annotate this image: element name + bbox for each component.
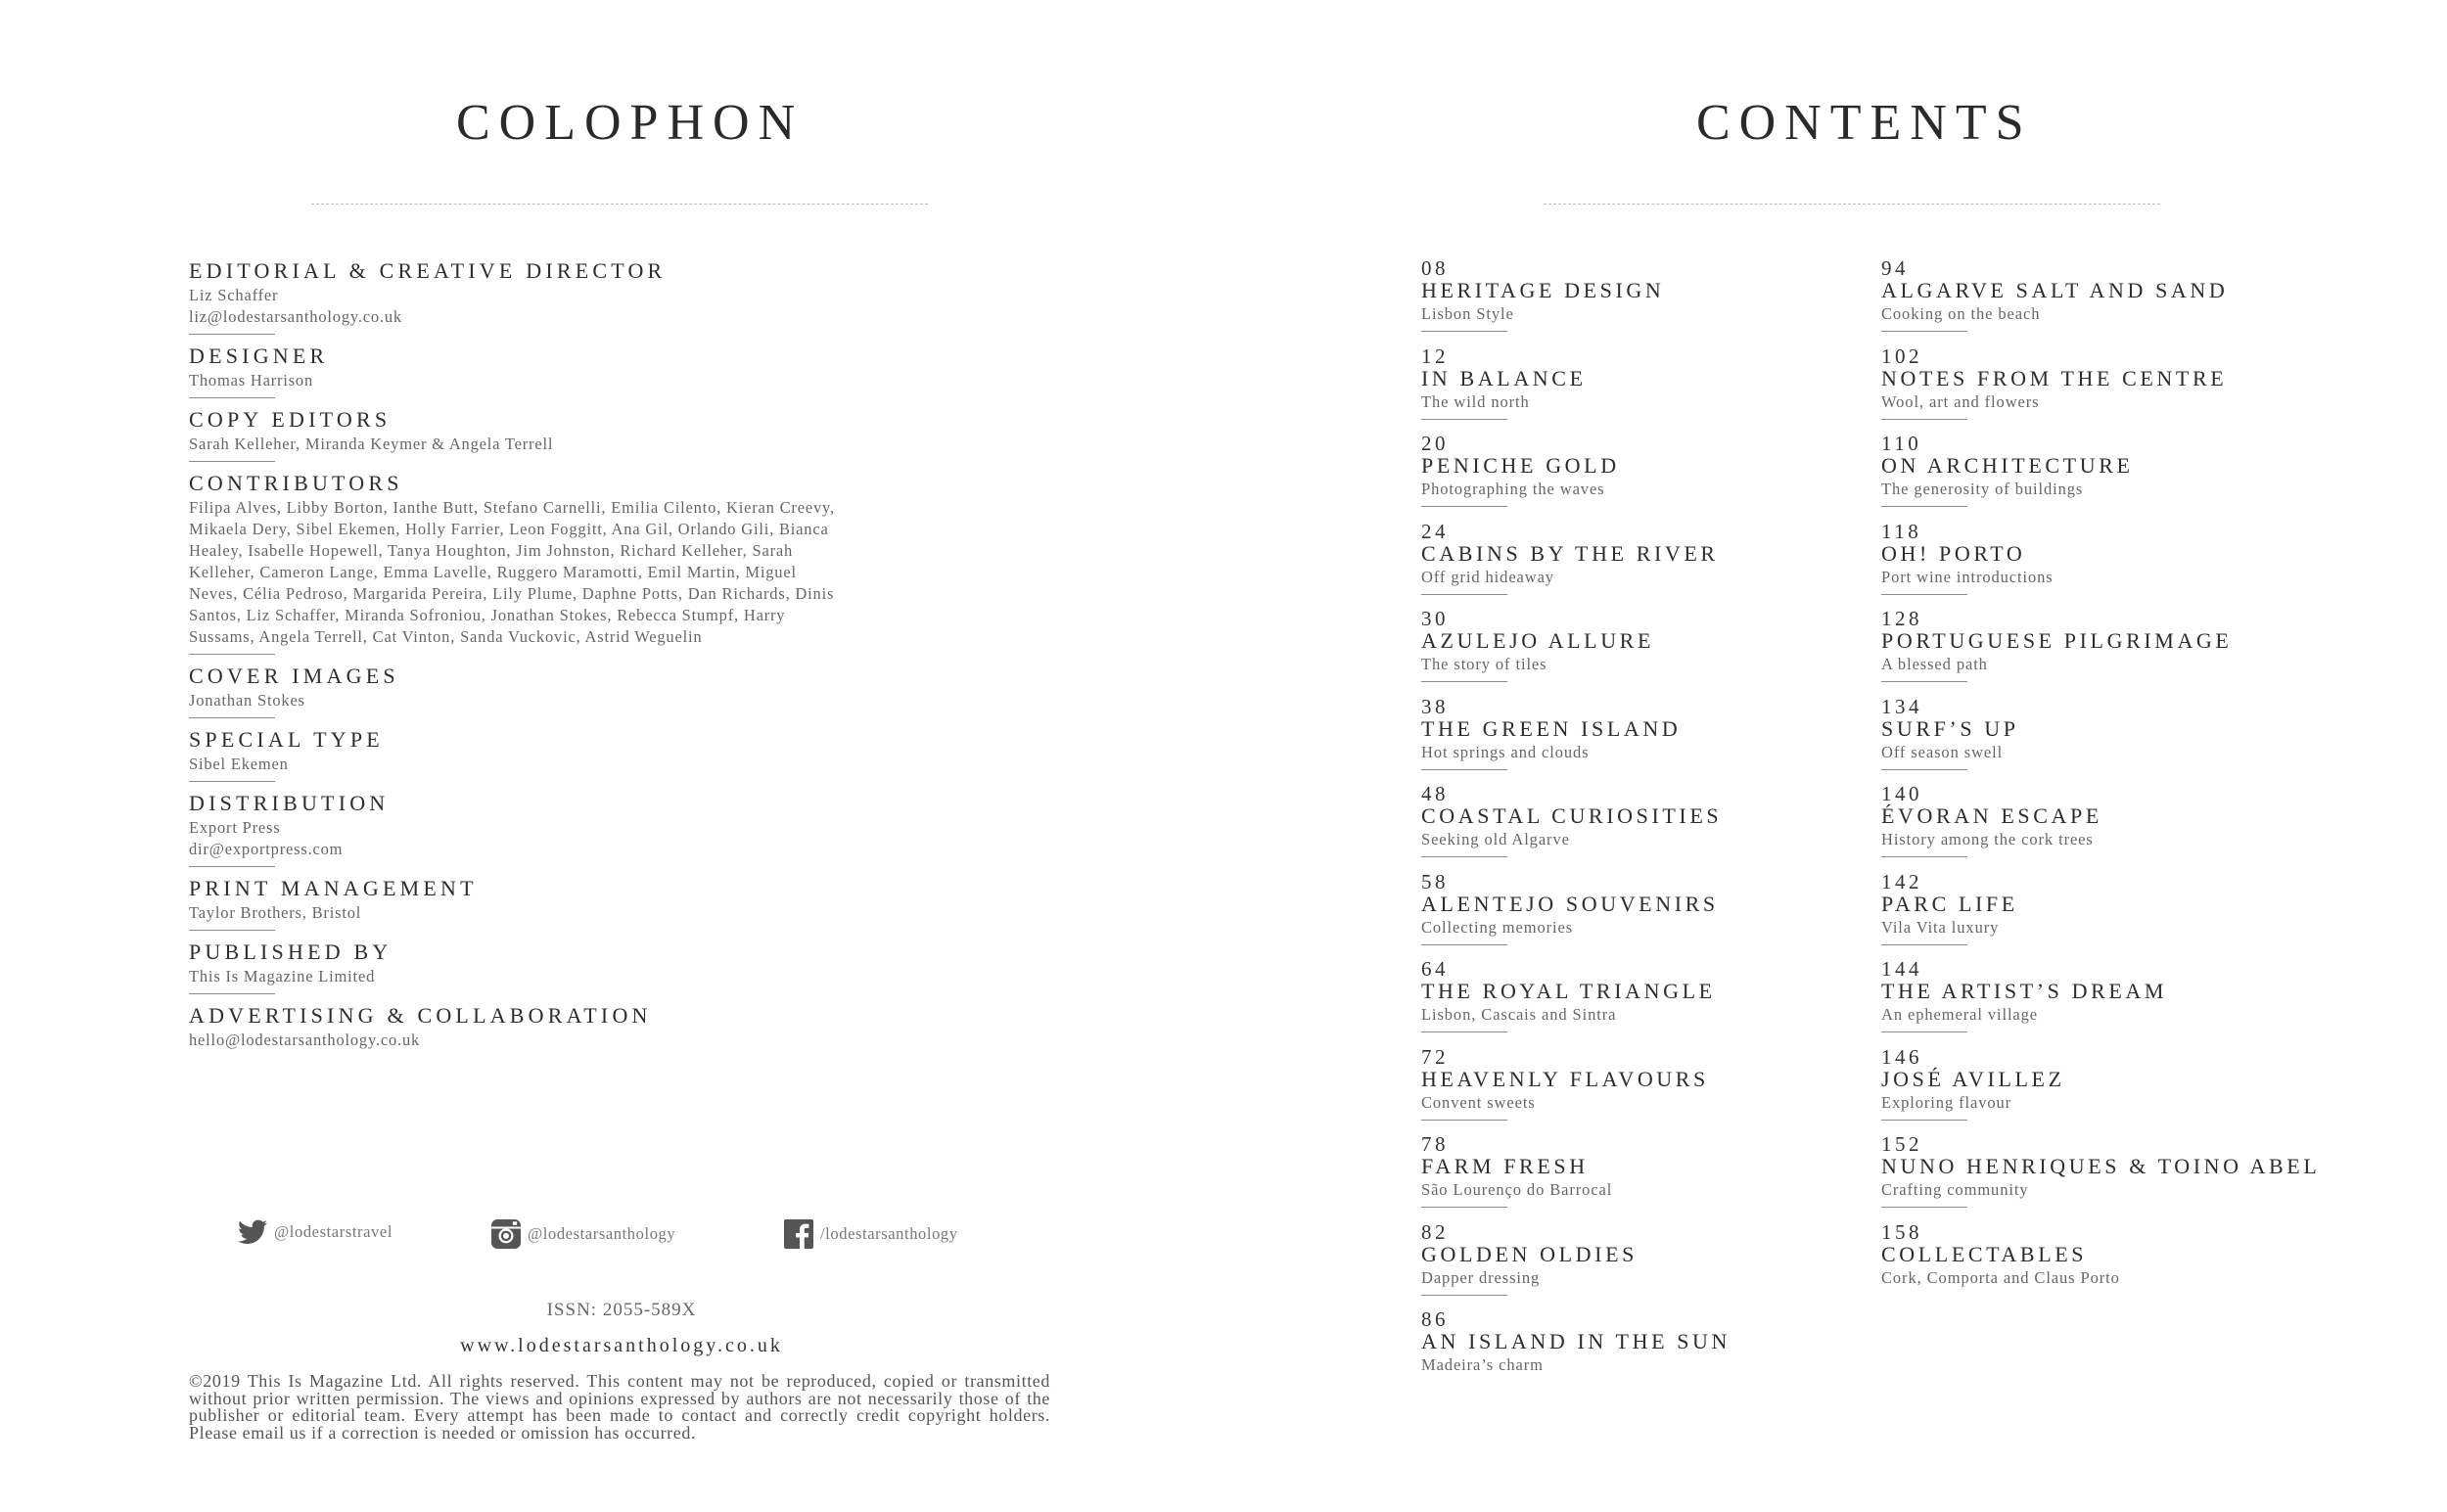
credit-name: Sibel Ekemen	[189, 755, 289, 773]
toc-subtitle: Port wine introductions	[1881, 567, 2054, 586]
toc-rule	[1881, 506, 1967, 507]
toc-title: THE GREEN ISLAND	[1421, 715, 1682, 741]
credit-name: Export Press	[189, 818, 281, 837]
social-twitter[interactable]	[238, 1219, 392, 1245]
toc-entry[interactable]	[1421, 1308, 1881, 1397]
toc-entry[interactable]	[1421, 345, 1881, 434]
credit-rule	[189, 717, 275, 718]
toc-rule	[1421, 1031, 1507, 1032]
credit-email: dir@exportpress.com	[189, 840, 344, 858]
credit-rule	[189, 930, 275, 931]
toc-rule	[1421, 506, 1507, 507]
credit-email: hello@lodestarsanthology.co.uk	[189, 1031, 421, 1049]
toc-title: THE ROYAL TRIANGLE	[1421, 979, 1716, 1003]
contents-divider	[1544, 204, 2160, 205]
instagram-handle: @lodestarsanthology	[528, 1224, 676, 1243]
toc-entry[interactable]	[1421, 1221, 1881, 1309]
toc-subtitle: Wool, art and flowers	[1881, 391, 2040, 411]
credit-cover-images	[189, 662, 1070, 718]
facebook-handle: /lodestarsanthology	[820, 1224, 958, 1243]
credit-designer	[189, 342, 1070, 398]
twitter-icon	[238, 1219, 267, 1245]
toc-title: FARM FRESH	[1421, 1154, 1589, 1178]
toc-rule	[1881, 1207, 1967, 1208]
toc-entry[interactable]	[1421, 871, 1881, 959]
toc-page-number: 30	[1421, 607, 1449, 630]
toc-page-number: 58	[1421, 869, 1449, 893]
toc-title: COASTAL CURIOSITIES	[1421, 803, 1723, 828]
toc-title: HEAVENLY FLAVOURS	[1421, 1066, 1709, 1091]
credit-editorial-director	[189, 256, 1070, 335]
toc-rule	[1881, 944, 1967, 945]
toc-page-number: 94	[1881, 256, 1909, 280]
issn: ISSN: 2055-589X	[546, 1300, 697, 1320]
toc-page-number: 08	[1421, 256, 1449, 280]
toc-entry[interactable]	[1421, 433, 1881, 521]
toc-rule	[1421, 331, 1507, 332]
credit-title: PRINT MANAGEMENT	[189, 876, 478, 900]
toc-entry[interactable]	[1881, 257, 2341, 345]
toc-subtitle: A blessed path	[1881, 655, 1988, 673]
credit-distribution	[189, 789, 1070, 867]
toc-entry[interactable]	[1881, 608, 2341, 696]
credit-name: Liz Schaffer	[189, 286, 279, 304]
toc-rule	[1421, 1207, 1507, 1208]
credit-title: SPECIAL TYPE	[189, 727, 384, 752]
toc-subtitle: Madeira’s charm	[1421, 1355, 1544, 1374]
toc-rule	[1421, 856, 1507, 857]
toc-subtitle: The story of tiles	[1421, 655, 1547, 673]
toc-subtitle: Convent sweets	[1421, 1092, 1536, 1112]
toc-title: AN ISLAND IN THE SUN	[1421, 1329, 1731, 1353]
credit-title: CONTRIBUTORS	[189, 471, 403, 495]
toc-page-number: 82	[1421, 1219, 1449, 1244]
toc-page-number: 152	[1881, 1132, 1922, 1156]
toc-page-number: 142	[1881, 869, 1922, 893]
toc-title: JOSÉ AVILLEZ	[1881, 1066, 2065, 1091]
credit-name: Thomas Harrison	[189, 371, 314, 389]
toc-title: HERITAGE DESIGN	[1421, 278, 1665, 302]
credit-title: EDITORIAL & CREATIVE DIRECTOR	[189, 258, 667, 283]
toc-subtitle: Hot springs and clouds	[1421, 742, 1590, 761]
credit-special-type	[189, 725, 1070, 782]
toc-page-number: 64	[1421, 957, 1449, 981]
colophon-credits	[189, 256, 1070, 1051]
toc-rule	[1881, 594, 1967, 595]
toc-page-number: 24	[1421, 519, 1449, 543]
website-link[interactable]: www.lodestarsanthology.co.uk	[460, 1335, 783, 1356]
toc-title: CABINS BY THE RIVER	[1421, 540, 1719, 566]
credit-published-by	[189, 938, 1070, 994]
toc-title: THE ARTIST’S DREAM	[1881, 979, 2168, 1003]
toc-page-number: 128	[1881, 607, 1922, 630]
toc-rule	[1881, 1120, 1967, 1121]
colophon-divider	[311, 204, 928, 205]
toc-entry[interactable]	[1881, 433, 2341, 521]
toc-entry[interactable]	[1881, 871, 2341, 959]
toc-rule	[1421, 1295, 1507, 1296]
toc-page-number: 140	[1881, 782, 1922, 805]
credit-advertising	[189, 1001, 1070, 1051]
toc-subtitle: History among the cork trees	[1881, 830, 2094, 848]
social-instagram[interactable]	[491, 1219, 675, 1249]
toc-rule	[1881, 419, 1967, 420]
credit-name: Taylor Brothers, Bristol	[189, 903, 362, 922]
credit-rule	[189, 654, 275, 655]
toc-page-number: 72	[1421, 1044, 1449, 1069]
toc-entry[interactable]	[1421, 1046, 1881, 1134]
toc-title: OH! PORTO	[1881, 540, 2026, 566]
toc-subtitle: Vila Vita luxury	[1881, 917, 2000, 937]
toc-page-number: 12	[1421, 344, 1449, 368]
credit-title: COPY EDITORS	[189, 407, 392, 432]
toc-page-number: 38	[1421, 694, 1449, 718]
credit-rule	[189, 781, 275, 782]
toc-rule	[1421, 944, 1507, 945]
toc-subtitle: The wild north	[1421, 391, 1530, 411]
toc-entry[interactable]	[1421, 696, 1881, 784]
toc-entry[interactable]	[1421, 783, 1881, 871]
credit-email: liz@lodestarsanthology.co.uk	[189, 307, 402, 326]
social-facebook[interactable]	[784, 1219, 958, 1249]
toc-page-number: 78	[1421, 1132, 1449, 1156]
toc-entry[interactable]	[1421, 608, 1881, 696]
credit-title: DESIGNER	[189, 344, 329, 368]
toc-entry[interactable]	[1421, 257, 1881, 345]
toc-entry[interactable]	[1881, 521, 2341, 609]
toc-page-number: 86	[1421, 1307, 1449, 1331]
toc-subtitle: Lisbon, Cascais and Sintra	[1421, 1005, 1617, 1024]
toc-title: NOTES FROM THE CENTRE	[1881, 365, 2228, 390]
toc-title: ÉVORAN ESCAPE	[1881, 803, 2102, 828]
credit-name: Jonathan Stokes	[189, 691, 305, 710]
contributors-list: Filipa Alves, Libby Borton, Ianthe Butt, Stefano Carnelli, Emilia Cilento, Kieran Creevy, Mikaela Dery, Sibel Ekemen, Holly Farrier, Leon Foggitt, Ana Gil, Orlando Gili, Bianca Healey, Isabelle Hopewell, Tanya Houghton, Jim Johnston, Richard Kelleher, Sarah Kelleher, Cameron Lange, Emma Lavelle, Ruggero Maramotti, Emil Martin, Miguel Neves, Célia Pedroso, Margarida Pereira, Lily Plume, Daphne Potts, Dan Richards, Dinis Santos, Liz Schaffer, Miranda Sofroniou, Jonathan Stokes, Rebecca Stumpf, Harry Sussams, Angela Terrell, Cat Vinton, Sanda Vuckovic, Astrid Weguelin	[189, 498, 835, 646]
copyright-notice: ©2019 This Is Magazine Ltd. All rights reserved. This content may not be reproduced, copied or transmitted without prior written permission. The views and opinions expressed by authors are not necessarily those of the publisher or editorial team. Every attempt has been made to contact and correctly credit copyright holders. Please email us if a correction is needed or omission has occurred.	[189, 1371, 1050, 1443]
toc-entry[interactable]	[1881, 696, 2341, 784]
toc-subtitle: Photographing the waves	[1421, 480, 1605, 498]
toc-rule	[1421, 594, 1507, 595]
toc-page-number: 144	[1881, 957, 1922, 981]
toc-entry[interactable]	[1881, 783, 2341, 871]
credit-title: DISTRIBUTION	[189, 791, 390, 815]
toc-page-number: 48	[1421, 782, 1449, 805]
toc-title: SURF’S UP	[1881, 715, 2019, 741]
toc-title: IN BALANCE	[1421, 365, 1587, 390]
toc-title: NUNO HENRIQUES & TOINO ABEL	[1881, 1154, 2321, 1178]
credit-name: Sarah Kelleher, Miranda Keymer & Angela Terrell	[189, 435, 554, 453]
toc-rule	[1881, 681, 1967, 682]
contents-title: CONTENTS	[1696, 95, 2033, 151]
toc-entry[interactable]	[1881, 958, 2341, 1046]
toc-entry[interactable]	[1881, 1046, 2341, 1134]
toc-title: ON ARCHITECTURE	[1881, 453, 2134, 478]
toc-page-number: 110	[1881, 432, 1922, 455]
toc-entry[interactable]	[1881, 345, 2341, 434]
credit-print-management	[189, 874, 1070, 931]
facebook-icon	[784, 1219, 813, 1249]
instagram-icon	[491, 1219, 521, 1249]
toc-entry[interactable]	[1421, 521, 1881, 609]
toc-title: AZULEJO ALLURE	[1421, 628, 1654, 653]
toc-title: GOLDEN OLDIES	[1421, 1241, 1638, 1266]
toc-rule	[1421, 1120, 1507, 1121]
toc-subtitle: Crafting community	[1881, 1180, 2029, 1199]
toc-rule	[1881, 331, 1967, 332]
credit-title: COVER IMAGES	[189, 664, 399, 688]
credit-rule	[189, 397, 275, 398]
toc-entry[interactable]	[1881, 1221, 2341, 1309]
toc-title: COLLECTABLES	[1881, 1241, 2088, 1266]
toc-title: PORTUGUESE PILGRIMAGE	[1881, 628, 2233, 653]
toc-page-number: 20	[1421, 432, 1449, 455]
credit-name: This Is Magazine Limited	[189, 967, 376, 985]
toc-rule	[1421, 769, 1507, 770]
toc-subtitle: Off season swell	[1881, 742, 2004, 761]
toc-subtitle: São Lourenço do Barrocal	[1421, 1180, 1613, 1199]
toc-subtitle: Collecting memories	[1421, 917, 1574, 937]
toc-subtitle: Lisbon Style	[1421, 304, 1514, 323]
toc-page-number: 134	[1881, 694, 1922, 718]
toc-subtitle: Seeking old Algarve	[1421, 830, 1570, 848]
toc-title: PARC LIFE	[1881, 891, 2018, 916]
toc-subtitle: Cooking on the beach	[1881, 304, 2041, 323]
toc-page-number: 146	[1881, 1044, 1922, 1069]
credit-title: PUBLISHED BY	[189, 939, 392, 964]
toc-entry[interactable]	[1421, 1133, 1881, 1221]
toc-entry[interactable]	[1881, 1133, 2341, 1221]
credit-title: ADVERTISING & COLLABORATION	[189, 1003, 652, 1028]
credit-rule	[189, 866, 275, 867]
credit-contributors	[189, 469, 1070, 655]
toc-title: ALGARVE SALT AND SAND	[1881, 278, 2229, 302]
toc-page-number: 158	[1881, 1219, 1922, 1244]
toc-subtitle: Off grid hideaway	[1421, 567, 1554, 586]
toc-entry[interactable]	[1421, 958, 1881, 1046]
credit-rule	[189, 334, 275, 335]
toc-page-number: 102	[1881, 344, 1922, 368]
credit-copy-editors	[189, 405, 1070, 462]
toc-subtitle: Dapper dressing	[1421, 1267, 1541, 1287]
toc-subtitle: The generosity of buildings	[1881, 480, 2084, 498]
credit-rule	[189, 461, 275, 462]
contents-column-left	[1421, 257, 1881, 1397]
toc-rule	[1881, 769, 1967, 770]
toc-page-number: 118	[1881, 519, 1922, 543]
toc-title: PENICHE GOLD	[1421, 453, 1620, 478]
toc-rule	[1421, 419, 1507, 420]
toc-subtitle: Exploring flavour	[1881, 1092, 2012, 1112]
toc-rule	[1881, 1031, 1967, 1032]
twitter-handle: @lodestarstravel	[274, 1222, 393, 1241]
toc-rule	[1881, 856, 1967, 857]
credit-rule	[189, 993, 275, 994]
contents-column-right	[1881, 257, 2341, 1308]
colophon-title: COLOPHON	[456, 95, 805, 151]
toc-title: ALENTEJO SOUVENIRS	[1421, 891, 1719, 916]
toc-subtitle: An ephemeral village	[1881, 1005, 2039, 1024]
toc-rule	[1421, 681, 1507, 682]
toc-subtitle: Cork, Comporta and Claus Porto	[1881, 1267, 2120, 1287]
